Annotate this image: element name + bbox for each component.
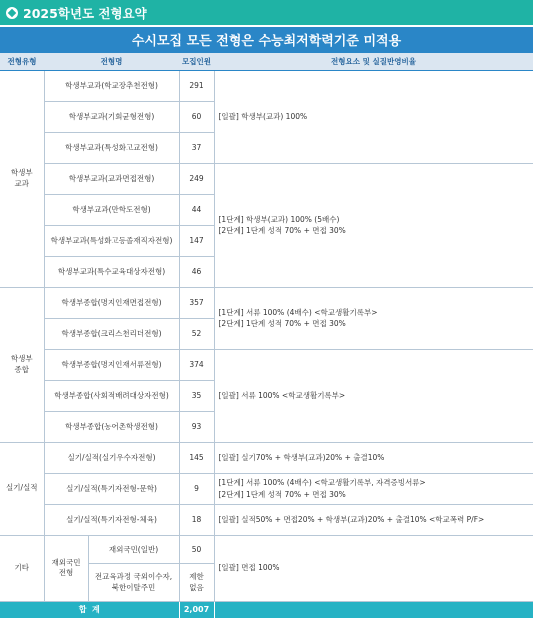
admission-count: 52	[179, 318, 214, 349]
admission-count: 145	[179, 442, 214, 473]
requirement-cell: [1단계] 학생부(교과) 100% (5배수) [2단계] 1단계 성적 70% + 면접 30%	[214, 163, 533, 287]
admission-name: 실기/실적(실기우수자전형)	[44, 442, 179, 473]
subgroup-label: 재외국민 전형	[44, 535, 88, 601]
admission-count: 9	[179, 473, 214, 504]
admission-name: 재외국민(일반)	[88, 535, 179, 563]
column-header-count: 모집인원	[179, 52, 214, 70]
total-value: 2,007	[179, 601, 214, 618]
requirement-cell: [일괄] 서류 100% <학교생활기록부>	[214, 349, 533, 442]
requirement-cell: [일괄] 학생부(교과) 100%	[214, 70, 533, 163]
requirement-cell: [일괄] 실적50% + 면접20% + 학생부(교과)20% + 출결10% <학교폭력 P/F>	[214, 504, 533, 535]
admission-name: 학생부교과(특성화고등졸재직자전형)	[44, 225, 179, 256]
requirement-cell: [일괄] 면접 100%	[214, 535, 533, 601]
admission-name: 학생부교과(만학도전형)	[44, 194, 179, 225]
table-row	[0, 504, 533, 535]
table-row	[0, 442, 533, 473]
column-header-name: 전형명	[44, 52, 179, 70]
admission-name: 실기/실적(특기자전형-문학)	[44, 473, 179, 504]
admission-name: 학생부교과(학교장추천전형)	[44, 70, 179, 101]
admission-name: 실기/실적(특기자전형-체육)	[44, 504, 179, 535]
admission-name: 학생부종합(사회적배려대상자전형)	[44, 380, 179, 411]
admission-count: 50	[179, 535, 214, 563]
admission-count: 249	[179, 163, 214, 194]
admission-count: 18	[179, 504, 214, 535]
admission-name: 학생부교과(교과면접전형)	[44, 163, 179, 194]
column-header-type: 전형유형	[0, 52, 44, 70]
group-label: 실기/실적	[0, 442, 44, 535]
admission-name: 학생부종합(농어촌학생전형)	[44, 411, 179, 442]
admission-name: 학생부종합(명지인재서류전형)	[44, 349, 179, 380]
table-row	[0, 163, 533, 194]
admission-count: 60	[179, 101, 214, 132]
total-label: 합 계	[0, 601, 179, 618]
admission-count: 35	[179, 380, 214, 411]
diamond-bullet-icon	[6, 7, 18, 19]
admission-name: 학생부교과(특성화고교전형)	[44, 132, 179, 163]
group-label: 학생부 종합	[0, 287, 44, 442]
admission-count: 제한 없음	[179, 563, 214, 601]
table-row	[0, 473, 533, 504]
admission-name: 학생부종합(크리스천리더전형)	[44, 318, 179, 349]
total-blank	[214, 601, 533, 618]
admission-name: 학생부종합(명지인재면접전형)	[44, 287, 179, 318]
admission-count: 374	[179, 349, 214, 380]
table-row	[0, 349, 533, 380]
admission-count: 46	[179, 256, 214, 287]
admission-count: 37	[179, 132, 214, 163]
requirement-cell: [1단계] 서류 100% (4배수) <학교생활기록부, 자격증빙서류> [2단계] 1단계 성적 70% + 면접 30%	[214, 473, 533, 504]
admission-count: 44	[179, 194, 214, 225]
table-row	[0, 70, 533, 101]
requirement-cell: [일괄] 실기70% + 학생부(교과)20% + 출결10%	[214, 442, 533, 473]
admission-name: 전교육과정 국외이수자, 북한이탈주민	[88, 563, 179, 601]
table-row	[0, 535, 533, 563]
admission-count: 357	[179, 287, 214, 318]
total-row	[0, 601, 533, 618]
requirement-cell: [1단계] 서류 100% (4배수) <학교생활기록부> [2단계] 1단계 성적 70% + 면접 30%	[214, 287, 533, 349]
admission-count: 93	[179, 411, 214, 442]
notice-banner: 수시모집 모든 전형은 수능최저학력기준 미적용	[0, 27, 533, 51]
admission-name: 학생부교과(기회균형전형)	[44, 101, 179, 132]
table-row	[0, 287, 533, 318]
group-label: 기타	[0, 535, 44, 601]
admission-name: 학생부교과(특수교육대상자전형)	[44, 256, 179, 287]
admission-count: 291	[179, 70, 214, 101]
admission-count: 147	[179, 225, 214, 256]
admission-summary-table	[0, 51, 533, 618]
page-title: 2025학년도 전형요약	[23, 5, 147, 21]
column-header-requirements: 전형요소 및 실질반영비율	[214, 52, 533, 70]
group-label: 학생부 교과	[0, 70, 44, 287]
page-header	[0, 0, 533, 25]
